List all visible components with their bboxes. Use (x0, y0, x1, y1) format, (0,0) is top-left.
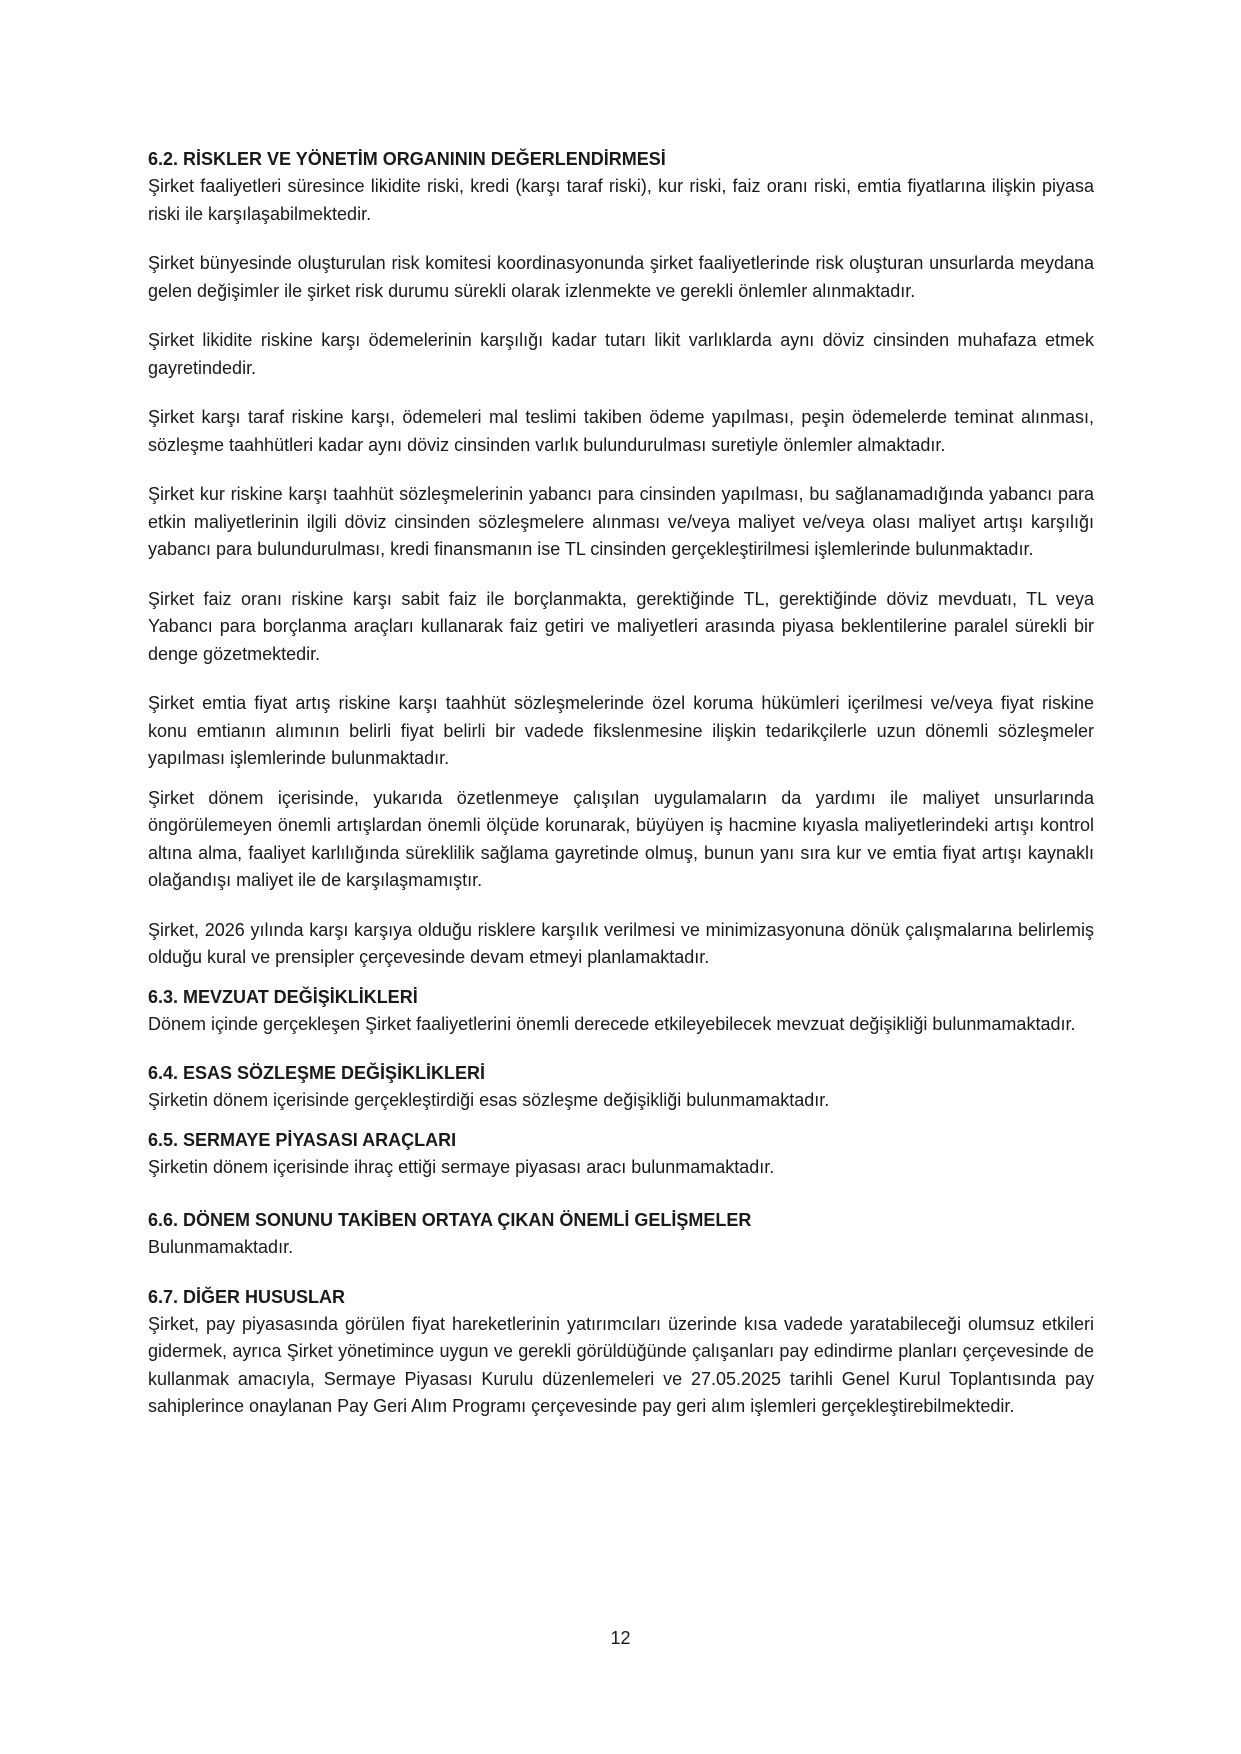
section-heading-6-6: 6.6. DÖNEM SONUNU TAKİBEN ORTAYA ÇIKAN ÖNEMLİ GELİŞMELER (148, 1210, 752, 1230)
document-page (148, 146, 1094, 1421)
paragraph: Şirket emtia fiyat artış riskine karşı taahhüt sözleşmelerinde özel koruma hükümleri içerilmesi ve/veya fiyat riskine konu emtianın alımının belirli fiyat belirli bir vadede fikslenmesine ilişkin tedarikçilerle uzun dönemli sözleşmeler yapılması işlemlerinde bulunmaktadır. (148, 693, 1094, 768)
paragraph: Şirket, pay piyasasında görülen fiyat hareketlerinin yatırımcıları üzerinde kısa vadede yaratabileceği olumsuz etkileri gidermek, ayrıca Şirket yönetimince uygun ve gerekli görüldüğünde çalışanları pay edindirme planları çerçevesinde de kullanmak amacıyla, Sermaye Piyasası Kurulu düzenlemeleri ve 27.05.2025 tarihli Genel Kurul Toplantısında pay sahiplerince onaylanan Pay Geri Alım Programı çerçevesinde pay geri alım işlemleri gerçekleştirebilmektedir. (148, 1313, 1094, 1416)
page-number: 12 (610, 1628, 631, 1648)
paragraph: Şirket likidite riskine karşı ödemelerinin karşılığı kadar tutarı likit varlıklarda aynı döviz cinsinden muhafaza etmek gayretindedir. (148, 330, 1094, 378)
paragraph: Bulunmamaktadır. (148, 1237, 294, 1257)
paragraph: Şirket karşı taraf riskine karşı, ödemeleri mal teslimi takiben ödeme yapılması, peşin ödemelerde teminat alınması, sözleşme taahhütleri kadar aynı döviz cinsinden varlık bulundurulması suretiyle önlemler almaktadır. (148, 407, 1094, 455)
paragraph: Şirket faaliyetleri süresince likidite riski, kredi (karşı taraf riski), kur riski, faiz oranı riski, emtia fiyatlarına ilişkin piyasa riski ile karşılaşabilmektedir. (148, 176, 1094, 224)
paragraph: Şirket faiz oranı riskine karşı sabit faiz ile borçlanmakta, gerektiğinde TL, gerektiğinde döviz mevduatı, TL veya Yabancı para borçlanma araçları kullanarak faiz getiri ve maliyetleri arasında piyasa beklentilerine paralel sürekli bir denge gözetmektedir. (148, 588, 1094, 664)
paragraph: Şirket bünyesinde oluşturulan risk komitesi koordinasyonunda şirket faaliyetlerinde risk oluşturan unsurlarda meydana gelen değişimler ile şirket risk durumu sürekli olarak izlenmekte ve gerekli önlemler alınmaktadır. (148, 253, 1094, 301)
paragraph: Şirket, 2026 yılında karşı karşıya olduğu risklere karşılık verilmesi ve minimizasyonuna dönük çalışmalarına belirlemiş olduğu kural ve prensipler çerçevesinde devam etmeyi planlamaktadır. (148, 919, 1094, 967)
paragraph: Şirket kur riskine karşı taahhüt sözleşmelerinin yabancı para cinsinden yapılması, bu sağlanamadığında yabancı para etkin maliyetlerinin ilgili döviz cinsinden sözleşmelere alınması ve/veya maliyet ve/veya olası maliyet artışı karşılığı yabancı para bulundurulması, kredi finansmanın ise TL cinsinden gerçekleştirilmesi işlemlerinde bulunmaktadır. (148, 484, 1094, 559)
paragraph: Dönem içinde gerçekleşen Şirket faaliyetlerini önemli derecede etkileyebilecek mevzuat değişikliği bulunmamaktadır. (148, 1013, 1076, 1034)
paragraph: Şirketin dönem içerisinde gerçekleştirdiği esas sözleşme değişikliği bulunmamaktadır. (148, 1090, 830, 1110)
section-heading-6-3: 6.3. MEVZUAT DEĞİŞİKLİKLERİ (148, 986, 418, 1007)
section-heading-6-5: 6.5. SERMAYE PİYASASI ARAÇLARI (148, 1129, 457, 1150)
paragraph: Şirket dönem içerisinde, yukarıda özetlenmeye çalışılan uygulamaların da yardımı ile maliyet unsurlarında öngörülemeyen önemli artışlardan önemli ölçüde korunarak, büyüyen iş hacmine kıyasla maliyetlerindeki artışı kontrol altına alma, faaliyet karlılığında süreklilik sağlama gayretinde olmuş, bunun yanı sıra kur ve emtia fiyat artışı kaynaklı olağandışı maliyet ile de karşılaşmamıştır. (148, 787, 1094, 890)
paragraph: Şirketin dönem içerisinde ihraç ettiği sermaye piyasası aracı bulunmamaktadır. (148, 1156, 775, 1177)
section-heading-6-7: 6.7. DİĞER HUSUSLAR (148, 1286, 346, 1307)
section-heading-6-2: 6.2. RİSKLER VE YÖNETİM ORGANININ DEĞERLENDİRMESİ (148, 149, 666, 169)
section-heading-6-4: 6.4. ESAS SÖZLEŞME DEĞİŞİKLİKLERİ (148, 1063, 486, 1083)
